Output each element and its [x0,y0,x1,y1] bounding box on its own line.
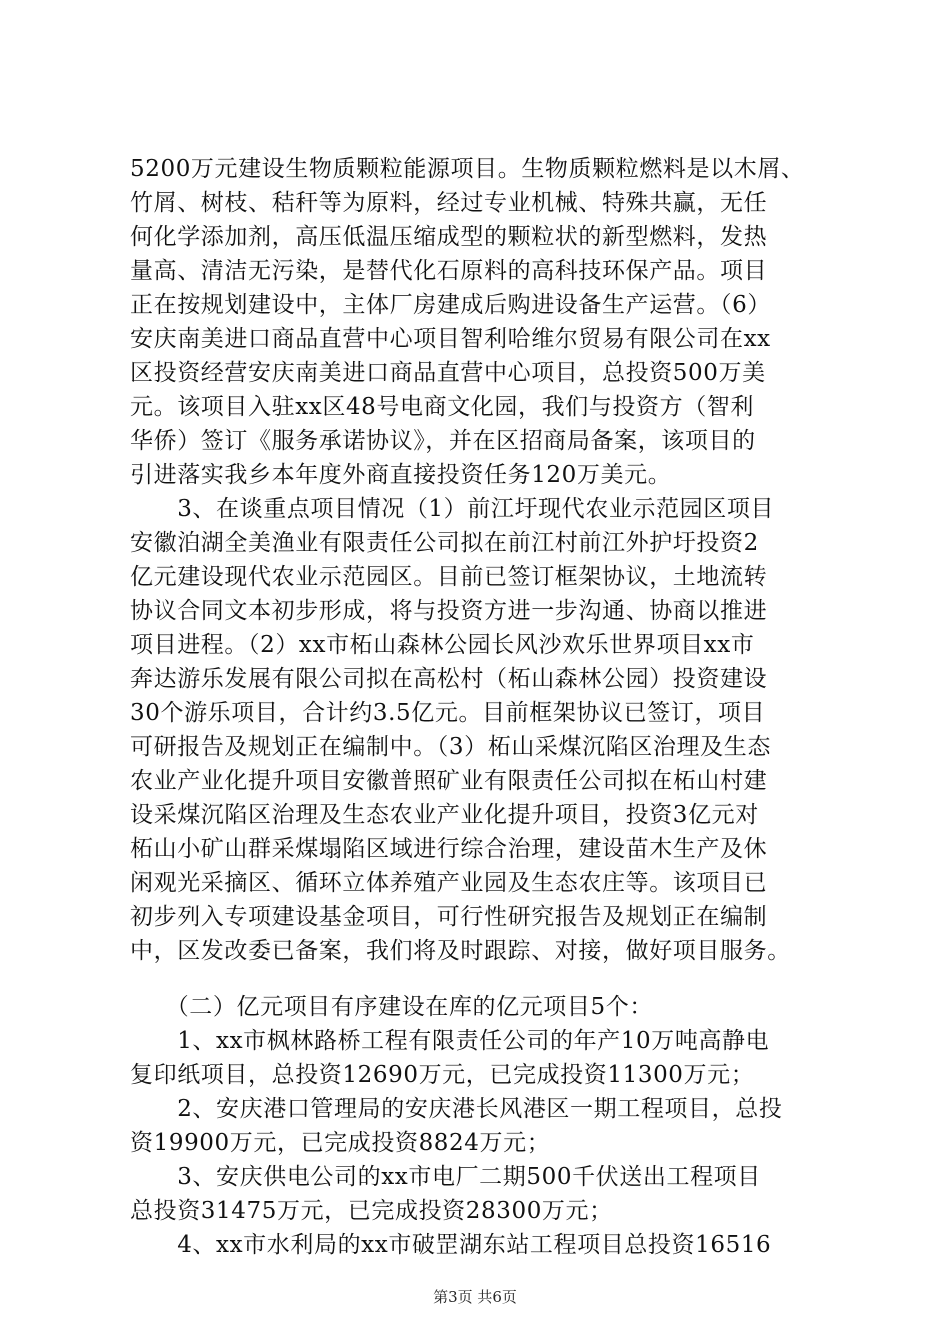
text-line: 安庆南美进口商品直营中心项目智利哈维尔贸易有限公司在xx [130,326,771,352]
section-heading: （二）亿元项目有序建设在库的亿元项目5个： [130,994,653,1020]
text-line: 元。该项目入驻xx区48号电商文化园，我们与投资方（智利 [130,394,755,420]
text-line: 闲观光采摘区、循环立体养殖产业园及生态农庄等。该项目已 [130,870,768,896]
text-line: 复印纸项目，总投资12690万元，已完成投资11300万元； [130,1062,755,1088]
text-line: 竹屑、树枝、秸秆等为原料，经过专业机械、特殊共赢，无任 [130,190,768,216]
text-line: 可研报告及规划正在编制中。（3）柘山采煤沉陷区治理及生态 [130,734,771,760]
text-line: 华侨）签订《服务承诺协议》，并在区招商局备案，该项目的 [130,428,756,454]
text-line: 30个游乐项目，合计约3.5亿元。目前框架协议已签订，项目 [130,700,766,726]
text-line: 柘山小矿山群采煤塌陷区域进行综合治理，建设苗木生产及休 [130,836,768,862]
text-line: 安徽泊湖全美渔业有限责任公司拟在前江村前江外护圩投资2 [130,530,759,556]
text-line: 引进落实我乡本年度外商直接投资任务120万美元。 [130,462,672,488]
text-line: 2、安庆港口管理局的安庆港长风港区一期工程项目，总投 [130,1096,783,1122]
text-line: 何化学添加剂，高压低温压缩成型的颗粒状的新型燃料，发热 [130,224,768,250]
page-footer: 第3页 共6页 [433,1288,517,1306]
text-line: 初步列入专项建设基金项目，可行性研究报告及规划正在编制 [130,904,768,930]
text-line: 中，区发改委已备案，我们将及时跟踪、对接，做好项目服务。 [130,938,791,964]
text-line: 正在按规划建设中，主体厂房建成后购进设备生产运营。（6） [130,292,771,318]
text-line: 1、xx市枫林路桥工程有限责任公司的年产10万吨高静电 [130,1028,770,1054]
text-line: 区投资经营安庆南美进口商品直营中心项目，总投资500万美 [130,360,766,386]
text-line: 农业产业化提升项目安徽普照矿业有限责任公司拟在柘山村建 [130,768,768,794]
text-line: 资19900万元，已完成投资8824万元； [130,1130,551,1156]
text-line: 4、xx市水利局的xx市破罡湖东站工程项目总投资16516 [130,1232,772,1258]
text-line: 5200万元建设生物质颗粒能源项目。生物质颗粒燃料是以木屑、 [130,156,805,182]
text-line: 项目进程。（2）xx市柘山森林公园长风沙欢乐世界项目xx市 [130,632,755,658]
text-line: 3、安庆供电公司的xx市电厂二期500千伏送出工程项目 [130,1164,761,1190]
text-line: 量高、清洁无污染，是替代化石原料的高科技环保产品。项目 [130,258,768,284]
text-line: 设采煤沉陷区治理及生态农业产业化提升项目，投资3亿元对 [130,802,759,828]
text-line: 总投资31475万元，已完成投资28300万元； [130,1198,613,1224]
text-line: 亿元建设现代农业示范园区。目前已签订框架协议，土地流转 [130,564,768,590]
text-line: 奔达游乐发展有限公司拟在高松村（柘山森林公园）投资建设 [130,666,768,692]
text-line: 协议合同文本初步形成，将与投资方进一步沟通、协商以推进 [130,598,768,624]
text-line: 3、在谈重点项目情况（1）前江圩现代农业示范园区项目 [130,496,775,522]
